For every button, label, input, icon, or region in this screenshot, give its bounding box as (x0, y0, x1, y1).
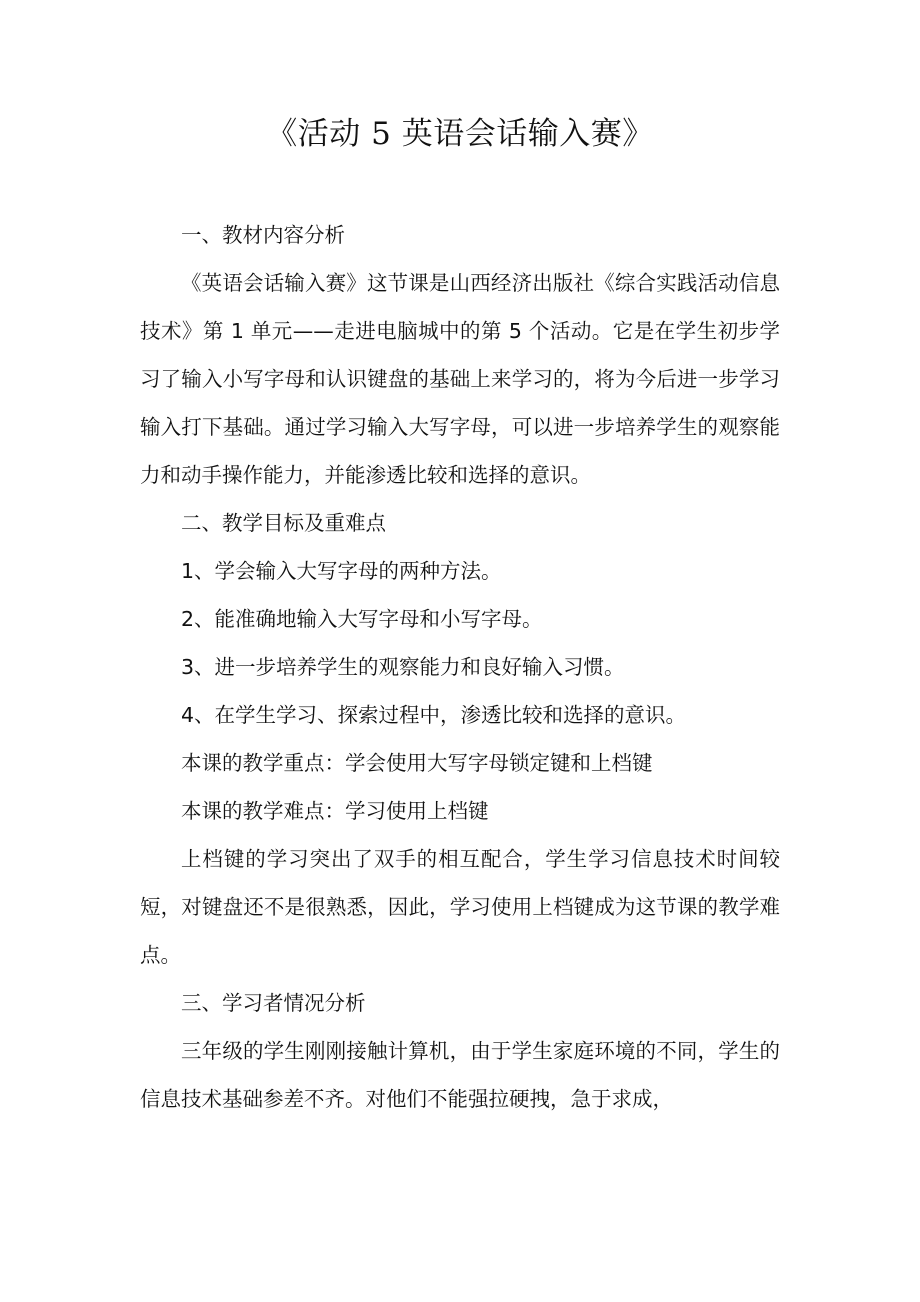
paragraph-learner-analysis: 三年级的学生刚刚接触计算机，由于学生家庭环境的不同，学生的信息技术基础参差不齐。对他们不能强拉硬拽，急于求成， (140, 1039, 780, 1111)
teaching-difficulty: 本课的教学难点：学习使用上档键 (181, 799, 489, 823)
paragraph-materials-analysis: 《英语会话输入赛》这节课是山西经济出版社《综合实践活动信息技术》第 1 单元——走进电脑城中的第 5 个活动。它是在学生初步学习了输入小写字母和认识键盘的基础上来学习的，将为今后进一步学习输入打下基础。通过学习输入大写字母，可以进一步培养学生的观察能力和动手操作能力，并能渗透比较和选择的意识。 (140, 271, 780, 487)
document-title: 《活动 5 英语会话输入赛》 (266, 116, 654, 152)
objective-item-4: 4、在学生学习、探索过程中，渗透比较和选择的意识。 (181, 703, 687, 727)
paragraph-difficulty-explanation: 上档键的学习突出了双手的相互配合，学生学习信息技术时间较短，对键盘还不是很熟悉，因此，学习使用上档键成为这节课的教学难点。 (140, 847, 780, 967)
objective-item-1: 1、学会输入大写字母的两种方法。 (181, 559, 502, 583)
section-heading-materials: 一、教材内容分析 (181, 223, 345, 247)
objective-item-3: 3、进一步培养学生的观察能力和良好输入习惯。 (181, 655, 625, 679)
section-heading-learners: 三、学习者情况分析 (181, 991, 366, 1015)
document-body (140, 211, 780, 1123)
objective-item-2: 2、能准确地输入大写字母和小写字母。 (181, 607, 543, 631)
teaching-key-point: 本课的教学重点：学会使用大写字母锁定键和上档键 (181, 751, 653, 775)
section-heading-objectives: 二、教学目标及重难点 (181, 511, 386, 535)
